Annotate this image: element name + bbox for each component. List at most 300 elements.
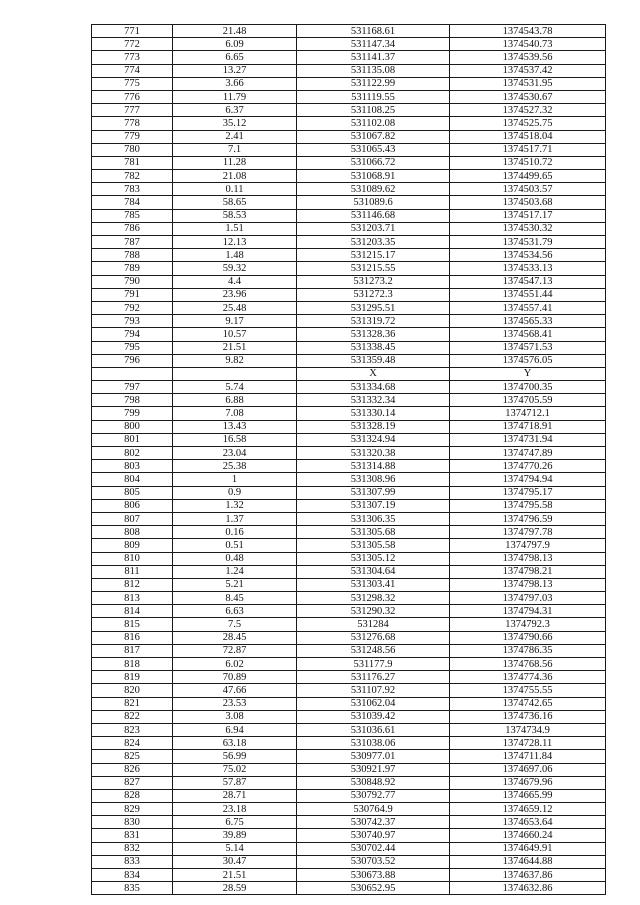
x-coordinate-cell: 531146.68	[297, 209, 450, 222]
table-row	[92, 552, 606, 565]
x-coordinate-cell: 531203.71	[297, 222, 450, 235]
y-coordinate-cell: 1374530.67	[450, 90, 606, 103]
distance-cell: 6.09	[173, 38, 297, 51]
distance-cell: 4.4	[173, 275, 297, 288]
distance-cell: 25.48	[173, 301, 297, 314]
table-row	[92, 262, 606, 275]
x-coordinate-cell: X	[297, 367, 450, 380]
x-coordinate-cell: 531039.42	[297, 710, 450, 723]
x-coordinate-cell: 531203.35	[297, 236, 450, 249]
y-coordinate-cell: 1374632.86	[450, 882, 606, 895]
point-number-cell: 805	[92, 486, 173, 499]
y-coordinate-cell: Y	[450, 367, 606, 380]
x-coordinate-cell: 531119.55	[297, 90, 450, 103]
distance-cell: 3.66	[173, 77, 297, 90]
x-coordinate-cell: 531122.99	[297, 77, 450, 90]
point-number-cell: 785	[92, 209, 173, 222]
distance-cell: 6.63	[173, 605, 297, 618]
point-number-cell: 802	[92, 447, 173, 460]
x-coordinate-cell: 531177.9	[297, 658, 450, 671]
y-coordinate-cell: 1374718.91	[450, 420, 606, 433]
x-coordinate-cell: 531065.43	[297, 143, 450, 156]
point-number-cell: 827	[92, 776, 173, 789]
point-number-cell: 817	[92, 644, 173, 657]
x-coordinate-cell: 531328.36	[297, 328, 450, 341]
point-number-cell: 814	[92, 605, 173, 618]
x-coordinate-cell: 531068.91	[297, 170, 450, 183]
point-number-cell: 808	[92, 526, 173, 539]
distance-cell: 9.82	[173, 354, 297, 367]
y-coordinate-cell: 1374794.94	[450, 473, 606, 486]
table-row	[92, 776, 606, 789]
point-number-cell: 816	[92, 631, 173, 644]
point-number-cell: 786	[92, 222, 173, 235]
table-row	[92, 605, 606, 618]
y-coordinate-cell: 1374665.99	[450, 789, 606, 802]
x-coordinate-cell: 531305.58	[297, 539, 450, 552]
distance-cell: 23.53	[173, 697, 297, 710]
x-coordinate-cell: 531102.08	[297, 117, 450, 130]
table-row	[92, 829, 606, 842]
point-number-cell: 829	[92, 803, 173, 816]
point-number-cell: 820	[92, 684, 173, 697]
x-coordinate-cell: 531304.64	[297, 565, 450, 578]
distance-cell: 1.48	[173, 249, 297, 262]
table-header-row	[92, 367, 606, 380]
y-coordinate-cell: 1374531.79	[450, 236, 606, 249]
table-row	[92, 512, 606, 525]
distance-cell: 75.02	[173, 763, 297, 776]
distance-cell: 1.24	[173, 565, 297, 578]
table-row	[92, 723, 606, 736]
y-coordinate-cell: 1374736.16	[450, 710, 606, 723]
point-number-cell: 803	[92, 460, 173, 473]
table-row	[92, 315, 606, 328]
table-row	[92, 473, 606, 486]
point-number-cell: 789	[92, 262, 173, 275]
y-coordinate-cell: 1374700.35	[450, 381, 606, 394]
x-coordinate-cell: 531062.04	[297, 697, 450, 710]
table-row	[92, 196, 606, 209]
y-coordinate-cell: 1374797.9	[450, 539, 606, 552]
table-row	[92, 486, 606, 499]
table-row	[92, 803, 606, 816]
x-coordinate-cell: 531038.06	[297, 737, 450, 750]
point-number-cell: 796	[92, 354, 173, 367]
point-number-cell: 792	[92, 301, 173, 314]
distance-cell: 39.89	[173, 829, 297, 842]
x-coordinate-cell: 531147.34	[297, 38, 450, 51]
point-number-cell: 831	[92, 829, 173, 842]
point-number-cell: 832	[92, 842, 173, 855]
table-row	[92, 130, 606, 143]
table-row	[92, 51, 606, 64]
x-coordinate-cell: 531314.88	[297, 460, 450, 473]
table-row	[92, 433, 606, 446]
y-coordinate-cell: 1374517.71	[450, 143, 606, 156]
distance-cell: 58.65	[173, 196, 297, 209]
x-coordinate-cell: 531319.72	[297, 315, 450, 328]
y-coordinate-cell: 1374551.44	[450, 288, 606, 301]
point-number-cell: 779	[92, 130, 173, 143]
x-coordinate-cell: 531320.38	[297, 447, 450, 460]
x-coordinate-cell: 531305.68	[297, 526, 450, 539]
y-coordinate-cell: 1374503.68	[450, 196, 606, 209]
point-number-cell: 772	[92, 38, 173, 51]
point-number-cell: 811	[92, 565, 173, 578]
distance-cell: 6.37	[173, 104, 297, 117]
point-number-cell: 828	[92, 789, 173, 802]
y-coordinate-cell: 1374660.24	[450, 829, 606, 842]
table-row	[92, 117, 606, 130]
y-coordinate-cell: 1374644.88	[450, 855, 606, 868]
x-coordinate-cell: 531284	[297, 618, 450, 631]
y-coordinate-cell: 1374499.65	[450, 170, 606, 183]
table-row	[92, 209, 606, 222]
table-row	[92, 710, 606, 723]
x-coordinate-cell: 531107.92	[297, 684, 450, 697]
x-coordinate-cell: 530652.95	[297, 882, 450, 895]
table-row	[92, 565, 606, 578]
x-coordinate-cell: 531308.96	[297, 473, 450, 486]
y-coordinate-cell: 1374517.17	[450, 209, 606, 222]
point-number-cell: 787	[92, 236, 173, 249]
distance-cell: 10.57	[173, 328, 297, 341]
distance-cell: 21.48	[173, 25, 297, 38]
x-coordinate-cell: 530740.97	[297, 829, 450, 842]
point-number-cell: 804	[92, 473, 173, 486]
x-coordinate-cell: 530977.01	[297, 750, 450, 763]
y-coordinate-cell: 1374798.21	[450, 565, 606, 578]
point-number-cell: 821	[92, 697, 173, 710]
x-coordinate-cell: 530921.97	[297, 763, 450, 776]
distance-cell: 5.14	[173, 842, 297, 855]
y-coordinate-cell: 1374679.96	[450, 776, 606, 789]
point-number-cell: 824	[92, 737, 173, 750]
point-number-cell: 835	[92, 882, 173, 895]
distance-cell: 0.11	[173, 183, 297, 196]
point-number-cell: 810	[92, 552, 173, 565]
table-row	[92, 394, 606, 407]
x-coordinate-cell: 531298.32	[297, 592, 450, 605]
point-number-cell: 781	[92, 156, 173, 169]
y-coordinate-cell: 1374659.12	[450, 803, 606, 816]
x-coordinate-cell: 531067.82	[297, 130, 450, 143]
x-coordinate-cell: 531276.68	[297, 631, 450, 644]
y-coordinate-cell: 1374797.78	[450, 526, 606, 539]
table-row	[92, 25, 606, 38]
table-row	[92, 671, 606, 684]
x-coordinate-cell: 531168.61	[297, 25, 450, 38]
x-coordinate-cell: 531135.08	[297, 64, 450, 77]
y-coordinate-cell: 1374747.89	[450, 447, 606, 460]
distance-cell: 28.59	[173, 882, 297, 895]
y-coordinate-cell: 1374774.36	[450, 671, 606, 684]
y-coordinate-cell: 1374531.95	[450, 77, 606, 90]
x-coordinate-cell: 531303.41	[297, 578, 450, 591]
table-row	[92, 236, 606, 249]
y-coordinate-cell: 1374653.64	[450, 816, 606, 829]
distance-cell: 30.47	[173, 855, 297, 868]
distance-cell: 1	[173, 473, 297, 486]
point-number-cell: 801	[92, 433, 173, 446]
y-coordinate-cell: 1374731.94	[450, 433, 606, 446]
point-number-cell: 778	[92, 117, 173, 130]
point-number-cell: 774	[92, 64, 173, 77]
distance-cell: 6.94	[173, 723, 297, 736]
y-coordinate-cell: 1374728.11	[450, 737, 606, 750]
x-coordinate-cell: 530764.9	[297, 803, 450, 816]
distance-cell: 35.12	[173, 117, 297, 130]
distance-cell: 8.45	[173, 592, 297, 605]
y-coordinate-cell: 1374557.41	[450, 301, 606, 314]
y-coordinate-cell: 1374796.59	[450, 512, 606, 525]
distance-cell: 23.04	[173, 447, 297, 460]
point-number-cell: 788	[92, 249, 173, 262]
distance-cell: 25.38	[173, 460, 297, 473]
x-coordinate-cell: 531176.27	[297, 671, 450, 684]
point-number-cell: 783	[92, 183, 173, 196]
y-coordinate-cell: 1374518.04	[450, 130, 606, 143]
distance-cell: 70.89	[173, 671, 297, 684]
point-number-cell	[92, 367, 173, 380]
table-row	[92, 526, 606, 539]
y-coordinate-cell: 1374547.13	[450, 275, 606, 288]
point-number-cell: 777	[92, 104, 173, 117]
distance-cell: 7.1	[173, 143, 297, 156]
y-coordinate-cell: 1374637.86	[450, 869, 606, 882]
table-row	[92, 460, 606, 473]
table-row	[92, 697, 606, 710]
point-number-cell: 782	[92, 170, 173, 183]
table-row	[92, 354, 606, 367]
y-coordinate-cell: 1374797.03	[450, 592, 606, 605]
point-number-cell: 825	[92, 750, 173, 763]
distance-cell: 23.96	[173, 288, 297, 301]
table-row	[92, 882, 606, 895]
table-row	[92, 143, 606, 156]
y-coordinate-cell: 1374568.41	[450, 328, 606, 341]
y-coordinate-cell: 1374755.55	[450, 684, 606, 697]
table-row	[92, 869, 606, 882]
x-coordinate-cell: 531324.94	[297, 433, 450, 446]
table-row	[92, 658, 606, 671]
table-row	[92, 447, 606, 460]
y-coordinate-cell: 1374534.56	[450, 249, 606, 262]
x-coordinate-cell: 530792.77	[297, 789, 450, 802]
y-coordinate-cell: 1374503.57	[450, 183, 606, 196]
distance-cell: 13.43	[173, 420, 297, 433]
table-row	[92, 77, 606, 90]
distance-cell: 3.08	[173, 710, 297, 723]
distance-cell: 0.9	[173, 486, 297, 499]
table-row	[92, 644, 606, 657]
distance-cell: 28.71	[173, 789, 297, 802]
y-coordinate-cell: 1374525.75	[450, 117, 606, 130]
point-number-cell: 773	[92, 51, 173, 64]
point-number-cell: 809	[92, 539, 173, 552]
coordinate-table-body	[92, 25, 606, 895]
y-coordinate-cell: 1374510.72	[450, 156, 606, 169]
distance-cell: 56.99	[173, 750, 297, 763]
table-row	[92, 499, 606, 512]
table-row	[92, 816, 606, 829]
distance-cell: 1.32	[173, 499, 297, 512]
point-number-cell: 791	[92, 288, 173, 301]
point-number-cell: 834	[92, 869, 173, 882]
table-row	[92, 842, 606, 855]
point-number-cell: 776	[92, 90, 173, 103]
x-coordinate-cell: 531307.99	[297, 486, 450, 499]
table-row	[92, 592, 606, 605]
point-number-cell: 813	[92, 592, 173, 605]
x-coordinate-cell: 531273.2	[297, 275, 450, 288]
x-coordinate-cell: 530848.92	[297, 776, 450, 789]
distance-cell: 9.17	[173, 315, 297, 328]
y-coordinate-cell: 1374770.26	[450, 460, 606, 473]
x-coordinate-cell: 531306.35	[297, 512, 450, 525]
point-number-cell: 830	[92, 816, 173, 829]
distance-cell: 0.48	[173, 552, 297, 565]
table-row	[92, 104, 606, 117]
y-coordinate-cell: 1374576.05	[450, 354, 606, 367]
table-row	[92, 381, 606, 394]
table-row	[92, 170, 606, 183]
distance-cell: 2.41	[173, 130, 297, 143]
x-coordinate-cell: 531089.6	[297, 196, 450, 209]
point-number-cell: 822	[92, 710, 173, 723]
x-coordinate-cell: 531215.55	[297, 262, 450, 275]
point-number-cell: 794	[92, 328, 173, 341]
x-coordinate-cell: 531338.45	[297, 341, 450, 354]
distance-cell: 7.08	[173, 407, 297, 420]
point-number-cell: 807	[92, 512, 173, 525]
y-coordinate-cell: 1374792.3	[450, 618, 606, 631]
y-coordinate-cell: 1374565.33	[450, 315, 606, 328]
point-number-cell: 793	[92, 315, 173, 328]
table-row	[92, 38, 606, 51]
point-number-cell: 798	[92, 394, 173, 407]
distance-cell: 21.08	[173, 170, 297, 183]
y-coordinate-cell: 1374571.53	[450, 341, 606, 354]
distance-cell: 72.87	[173, 644, 297, 657]
distance-cell: 7.5	[173, 618, 297, 631]
y-coordinate-cell: 1374537.42	[450, 64, 606, 77]
point-number-cell: 797	[92, 381, 173, 394]
table-row	[92, 275, 606, 288]
table-row	[92, 407, 606, 420]
point-number-cell: 823	[92, 723, 173, 736]
distance-cell: 5.21	[173, 578, 297, 591]
distance-cell: 21.51	[173, 341, 297, 354]
x-coordinate-cell: 531328.19	[297, 420, 450, 433]
x-coordinate-cell: 530673.88	[297, 869, 450, 882]
table-row	[92, 328, 606, 341]
table-row	[92, 684, 606, 697]
point-number-cell: 775	[92, 77, 173, 90]
x-coordinate-cell: 531089.62	[297, 183, 450, 196]
distance-cell: 63.18	[173, 737, 297, 750]
x-coordinate-cell: 530703.52	[297, 855, 450, 868]
distance-cell: 6.88	[173, 394, 297, 407]
distance-cell: 0.51	[173, 539, 297, 552]
y-coordinate-cell: 1374533.13	[450, 262, 606, 275]
point-number-cell: 771	[92, 25, 173, 38]
y-coordinate-cell: 1374649.91	[450, 842, 606, 855]
table-row	[92, 789, 606, 802]
y-coordinate-cell: 1374798.13	[450, 578, 606, 591]
distance-cell: 23.18	[173, 803, 297, 816]
y-coordinate-cell: 1374768.56	[450, 658, 606, 671]
table-row	[92, 288, 606, 301]
point-number-cell: 826	[92, 763, 173, 776]
point-number-cell: 806	[92, 499, 173, 512]
point-number-cell: 799	[92, 407, 173, 420]
table-row	[92, 420, 606, 433]
distance-cell: 11.28	[173, 156, 297, 169]
y-coordinate-cell: 1374798.13	[450, 552, 606, 565]
y-coordinate-cell: 1374530.32	[450, 222, 606, 235]
y-coordinate-cell: 1374794.31	[450, 605, 606, 618]
y-coordinate-cell: 1374742.65	[450, 697, 606, 710]
distance-cell: 28.45	[173, 631, 297, 644]
x-coordinate-cell: 531272.3	[297, 288, 450, 301]
table-row	[92, 737, 606, 750]
x-coordinate-cell: 531066.72	[297, 156, 450, 169]
point-number-cell: 790	[92, 275, 173, 288]
distance-cell: 16.58	[173, 433, 297, 446]
table-row	[92, 156, 606, 169]
distance-cell: 6.65	[173, 51, 297, 64]
x-coordinate-cell: 531248.56	[297, 644, 450, 657]
distance-cell: 21.51	[173, 869, 297, 882]
y-coordinate-cell: 1374697.06	[450, 763, 606, 776]
point-number-cell: 819	[92, 671, 173, 684]
distance-cell: 58.53	[173, 209, 297, 222]
y-coordinate-cell: 1374540.73	[450, 38, 606, 51]
x-coordinate-cell: 530702.44	[297, 842, 450, 855]
x-coordinate-cell: 531332.34	[297, 394, 450, 407]
distance-cell: 57.87	[173, 776, 297, 789]
x-coordinate-cell: 531141.37	[297, 51, 450, 64]
y-coordinate-cell: 1374786.35	[450, 644, 606, 657]
table-row	[92, 249, 606, 262]
y-coordinate-cell: 1374712.1	[450, 407, 606, 420]
distance-cell: 6.02	[173, 658, 297, 671]
distance-cell: 13.27	[173, 64, 297, 77]
table-row	[92, 539, 606, 552]
table-row	[92, 341, 606, 354]
x-coordinate-cell: 531215.17	[297, 249, 450, 262]
table-row	[92, 183, 606, 196]
table-row	[92, 222, 606, 235]
x-coordinate-cell: 531036.61	[297, 723, 450, 736]
table-row	[92, 301, 606, 314]
x-coordinate-cell: 531330.14	[297, 407, 450, 420]
distance-cell: 6.75	[173, 816, 297, 829]
point-number-cell: 795	[92, 341, 173, 354]
x-coordinate-cell: 531290.32	[297, 605, 450, 618]
y-coordinate-cell: 1374705.59	[450, 394, 606, 407]
table-row	[92, 631, 606, 644]
table-row	[92, 64, 606, 77]
x-coordinate-cell: 531307.19	[297, 499, 450, 512]
table-row	[92, 763, 606, 776]
y-coordinate-cell: 1374527.32	[450, 104, 606, 117]
y-coordinate-cell: 1374790.66	[450, 631, 606, 644]
point-number-cell: 815	[92, 618, 173, 631]
point-number-cell: 784	[92, 196, 173, 209]
